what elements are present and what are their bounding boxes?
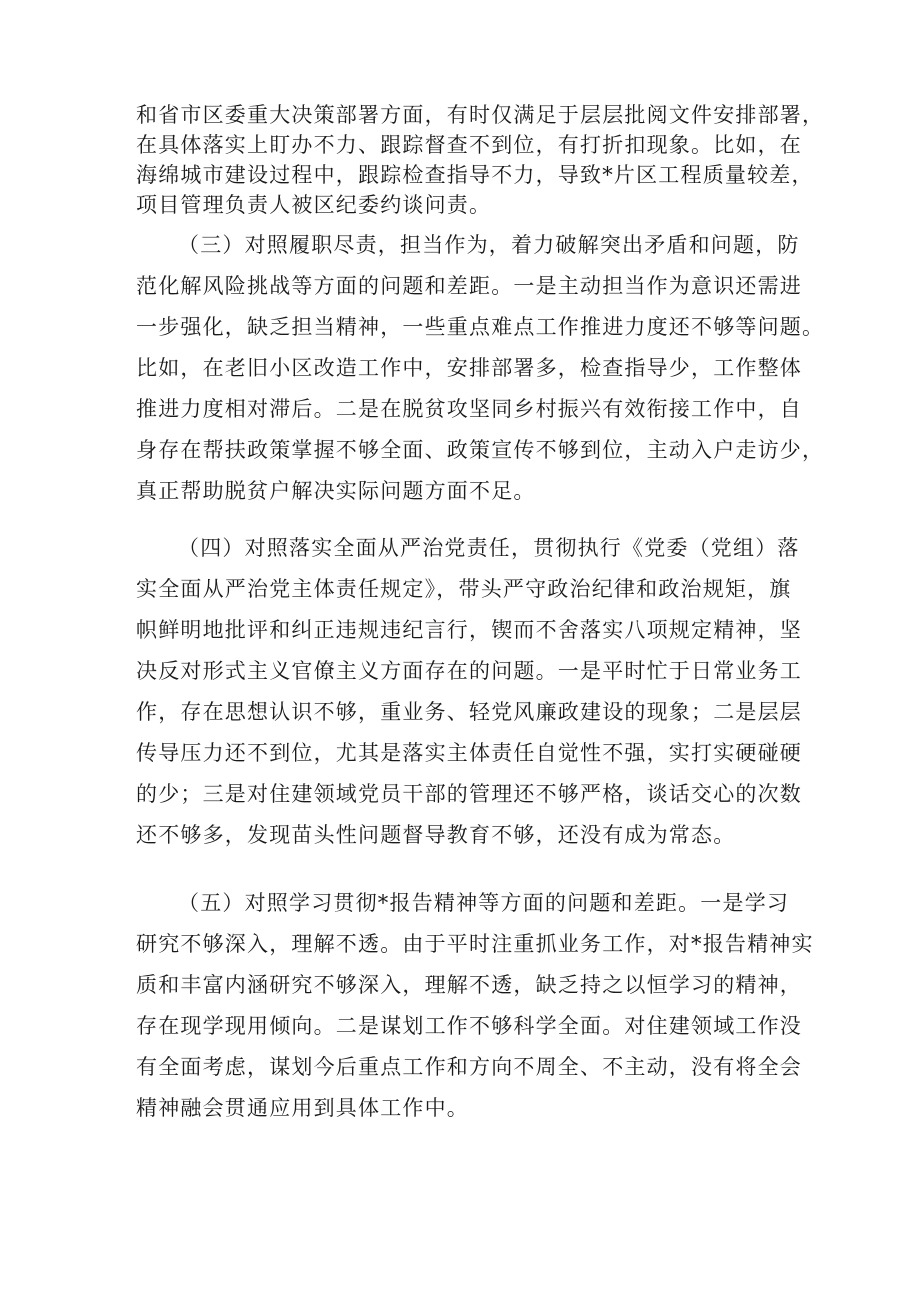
text-line: 真正帮助脱贫户解决实际问题方面不足。	[136, 479, 536, 503]
text-line: 身存在帮扶政策掌握不够全面、政策宣传不够到位，主动入户走访少，	[136, 438, 825, 462]
paragraph-section-4	[136, 528, 800, 856]
paragraph-section-3	[136, 225, 825, 512]
text-line: 决反对形式主义官僚主义方面存在的问题。一是平时忙于日常业务工	[136, 659, 802, 683]
paragraph-section-5	[136, 883, 814, 1129]
paragraph-continuation	[136, 100, 825, 220]
text-line: 海绵城市建设过程中，跟踪检查指导不力，导致*片区工程质量较差，	[136, 163, 814, 187]
text-line: 项目管理负责人被区纪委约谈问责。	[136, 193, 492, 217]
text-line: 范化解风险挑战等方面的问题和差距。一是主动担当作为意识还需进	[136, 274, 802, 298]
text-line: 的少；三是对住建领域党员干部的管理还不够严格，谈话交心的次数	[136, 782, 802, 806]
text-line: 传导压力还不到位，尤其是落实主体责任自觉性不强，实打实硬碰硬	[136, 741, 802, 765]
text-line: （四）对照落实全面从严治党责任，贯彻执行《党委（党组）落	[178, 536, 800, 560]
text-line: 研究不够深入，理解不透。由于平时注重抓业务工作，对*报告精神实	[136, 932, 814, 956]
text-line: 作，存在思想认识不够，重业务、轻党风廉政建设的现象；二是层层	[136, 700, 802, 724]
text-line: 精神融会贯通应用到具体工作中。	[136, 1096, 469, 1120]
text-line: 实全面从严治党主体责任规定》，带头严守政治纪律和政治规矩，旗	[136, 577, 792, 601]
text-line: 在具体落实上盯办不力、跟踪督查不到位，有打折扣现象。比如，在	[136, 133, 802, 157]
text-line: 质和丰富内涵研究不够深入，理解不透，缺乏持之以恒学习的精神，	[136, 973, 802, 997]
text-line: 还不够多，发现苗头性问题督导教育不够，还没有成为常态。	[136, 823, 736, 847]
text-line: 推进力度相对滞后。二是在脱贫攻坚同乡村振兴有效衔接工作中，自	[136, 397, 802, 421]
text-line: 帜鲜明地批评和纠正违规违纪言行，锲而不舍落实八项规定精神，坚	[136, 618, 802, 642]
text-line: 存在现学现用倾向。二是谋划工作不够科学全面。对住建领域工作没	[136, 1014, 802, 1038]
text-line: 比如，在老旧小区改造工作中，安排部署多，检查指导少，工作整体	[136, 356, 802, 380]
text-line: 和省市区委重大决策部署方面，有时仅满足于层层批阅文件安排部署，	[136, 103, 825, 127]
text-line: （三）对照履职尽责，担当作为，着力破解突出矛盾和问题，防	[178, 233, 800, 257]
text-line: （五）对照学习贯彻*报告精神等方面的问题和差距。一是学习	[178, 891, 790, 915]
text-line: 一步强化，缺乏担当精神，一些重点难点工作推进力度还不够等问题。	[136, 315, 825, 339]
text-line: 有全面考虑，谋划今后重点工作和方向不周全、不主动，没有将全会	[136, 1055, 802, 1079]
